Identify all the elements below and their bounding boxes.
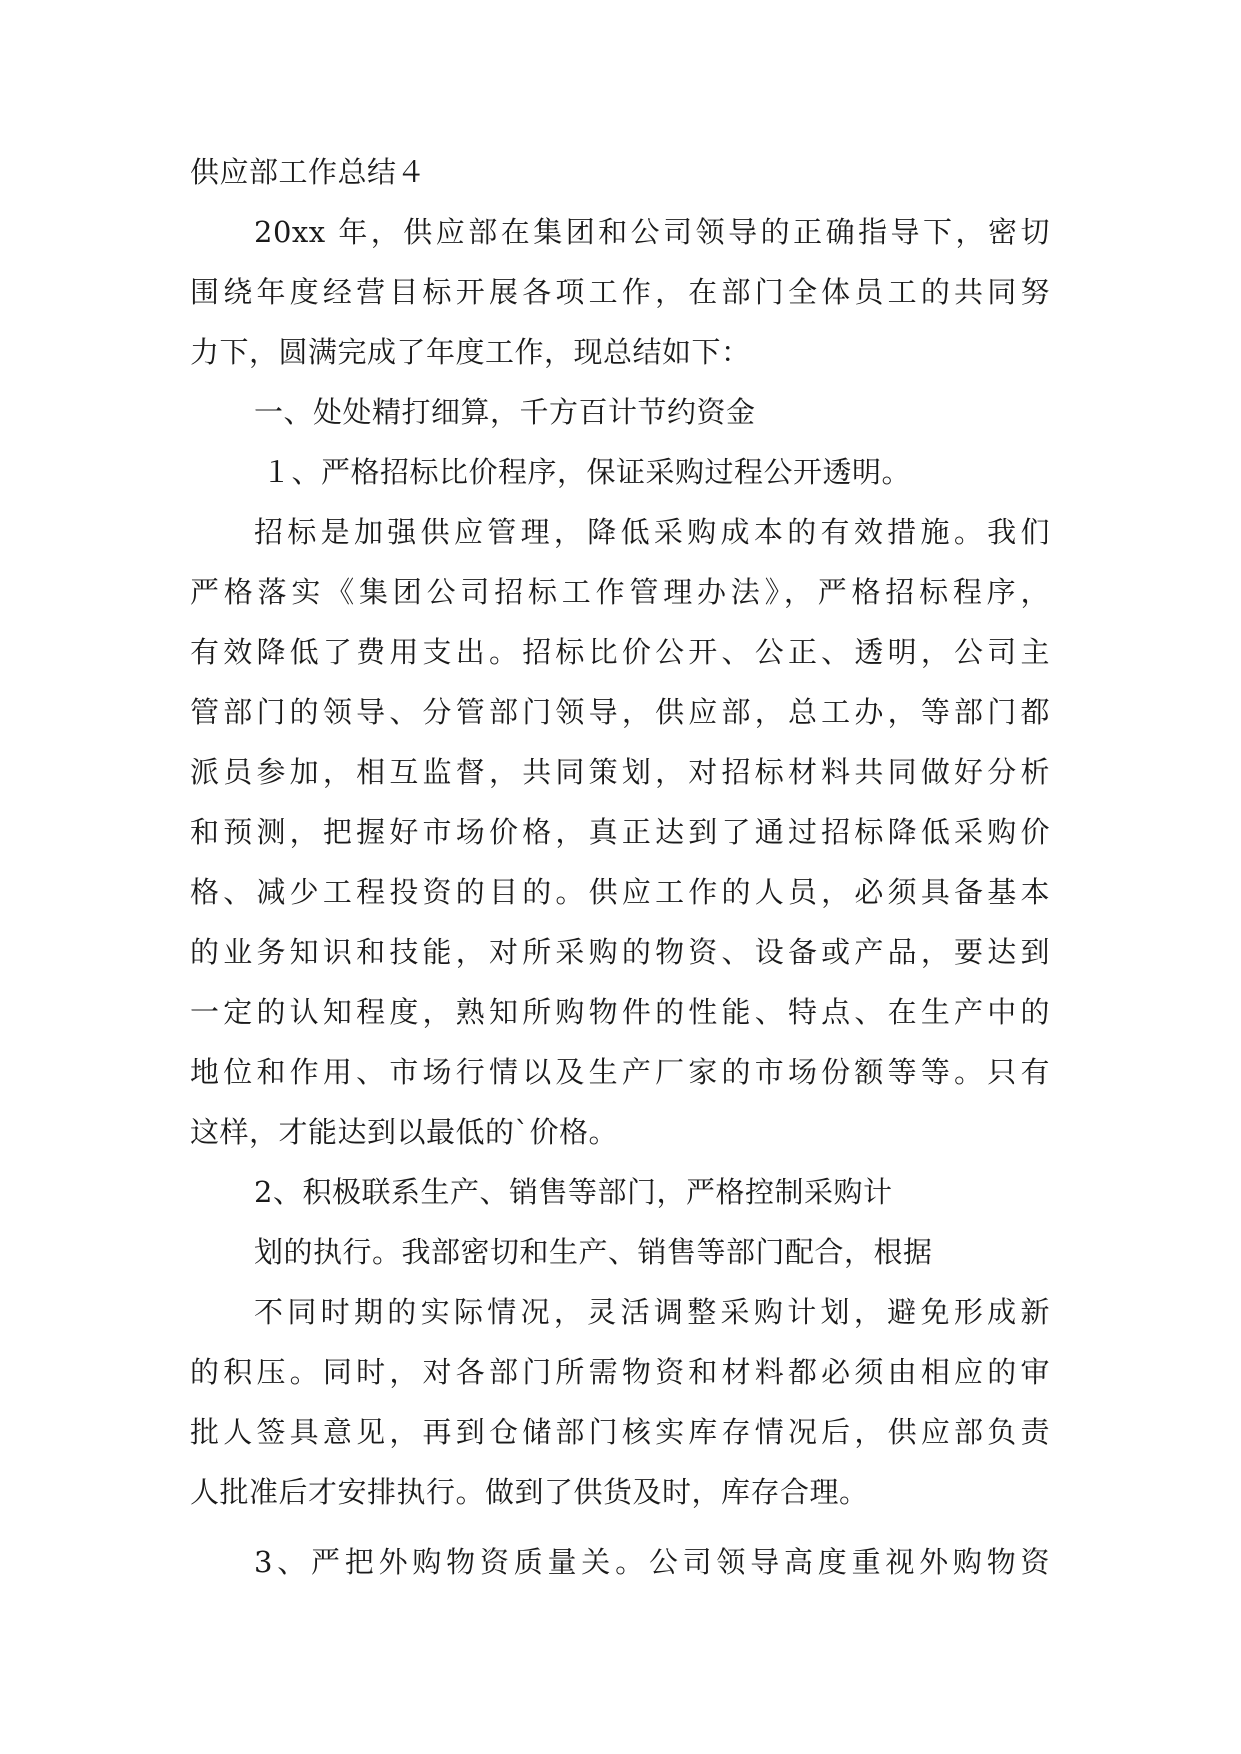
paragraph-line: 格、减少工程投资的目的。供应工作的人员，必须具备基本 [190,875,1050,909]
paragraph-line: 的积压。同时，对各部门所需物资和材料都必须由相应的审 [190,1355,1050,1389]
document-title: 供应部工作总结４ [190,155,427,189]
paragraph-line: 派员参加，相互监督，共同策划，对招标材料共同做好分析 [190,755,1050,789]
paragraph-line: 不同时期的实际情况，灵活调整采购计划，避免形成新 [254,1295,1050,1329]
paragraph-line: 2、积极联系生产、销售等部门，严格控制采购计 [254,1175,893,1209]
paragraph-line: 一定的认知程度，熟知所购物件的性能、特点、在生产中的 [190,995,1050,1029]
paragraph-line: 人批准后才安排执行。做到了供货及时，库存合理。 [190,1475,869,1509]
paragraph-line: 的业务知识和技能，对所采购的物资、设备或产品，要达到 [190,935,1050,969]
paragraph-line: 批人签具意见，再到仓储部门核实库存情况后，供应部负责 [190,1415,1050,1449]
paragraph-line: 划的执行。我部密切和生产、销售等部门配合，根据 [254,1235,933,1269]
paragraph-line: 围绕年度经营目标开展各项工作，在部门全体员工的共同努 [190,275,1050,309]
paragraph-line: 这样，才能达到以最低的`价格。 [190,1115,619,1149]
paragraph-line: 3、严把外购物资质量关。公司领导高度重视外购物资 [254,1545,1050,1579]
paragraph-line: 招标是加强供应管理，降低采购成本的有效措施。我们 [254,515,1050,549]
paragraph-line: 20xx 年，供应部在集团和公司领导的正确指导下，密切 [254,215,1050,249]
paragraph-line: 力下，圆满完成了年度工作，现总结如下： [190,335,751,369]
paragraph-line: 和预测，把握好市场价格，真正达到了通过招标降低采购价 [190,815,1050,849]
paragraph-line: 地位和作用、市场行情以及生产厂家的市场份额等等。只有 [190,1055,1050,1089]
paragraph-line: 管部门的领导、分管部门领导，供应部，总工办，等部门都 [190,695,1050,729]
paragraph-line: 严格落实《集团公司招标工作管理办法》，严格招标程序， [190,575,1050,609]
subsection-heading: １、严格招标比价程序，保证采购过程公开透明。 [262,455,912,489]
paragraph-line: 有效降低了费用支出。招标比价公开、公正、透明，公司主 [190,635,1050,669]
section-heading: 一、处处精打细算，千方百计节约资金 [254,395,756,429]
